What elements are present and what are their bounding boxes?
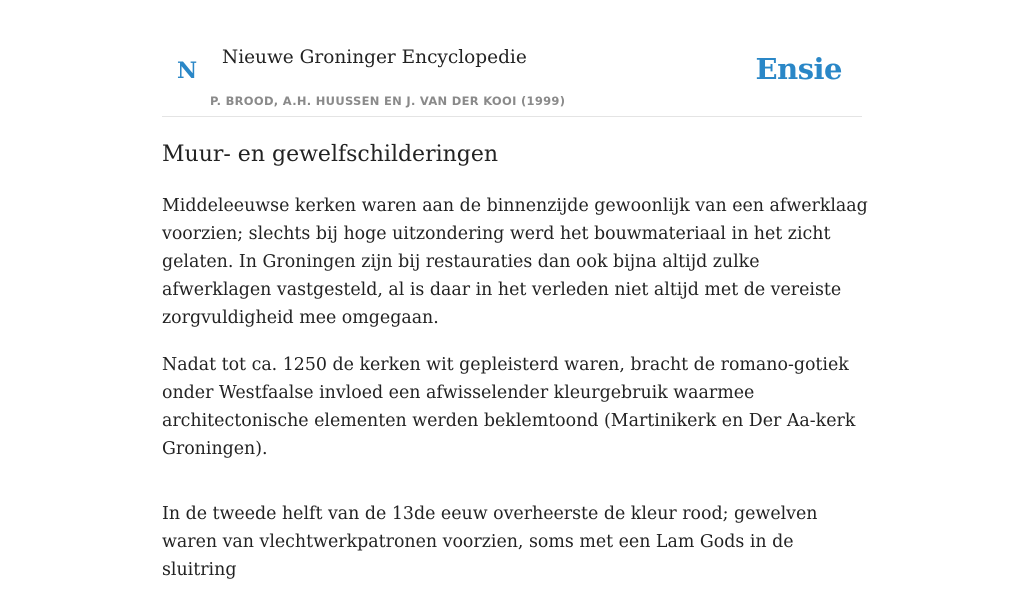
paragraph: Middeleeuwse kerken waren aan de binnenzijde gewoonlijk van een afwerklaag voorzien; slechts bij hoge uitzondering werd het bouwmateriaal in het zicht gelaten. In Groningen zijn bij restauraties dan ook bijna altijd zulke afwerklagen vastgesteld, al is daar in het verleden niet altijd met de vereiste zorgvuldigheid mee omgegaan. bbox=[162, 196, 868, 328]
article-title: Muur- en gewelfschilderingen bbox=[162, 142, 499, 167]
encyclopedia-authors: P. BROOD, A.H. HUUSSEN EN J. VAN DER KOOI (1999) bbox=[210, 94, 566, 108]
ensie-logo[interactable]: Ensie bbox=[755, 52, 842, 86]
article-page bbox=[162, 0, 868, 580]
article-body bbox=[162, 192, 870, 603]
paragraph: In de tweede helft van de 13de eeuw overheerste de kleur rood; gewelven waren van vlechtwerkpatronen voorzien, soms met een Lam Gods in de sluitring bbox=[162, 504, 818, 580]
encyclopedia-title[interactable]: Nieuwe Groninger Encyclopedie bbox=[222, 47, 527, 68]
paragraph: Nadat tot ca. 1250 de kerken wit gepleisterd waren, bracht de romano-gotiek onder Westfaalse invloed een afwisselender kleurgebruik waarmee architectonische elementen werden beklemtoond (Martinikerk en Der Aa-kerk Groningen). bbox=[162, 355, 856, 459]
encyclopedia-logo-icon[interactable]: N bbox=[177, 58, 198, 84]
encyclopedia-header bbox=[162, 0, 862, 117]
